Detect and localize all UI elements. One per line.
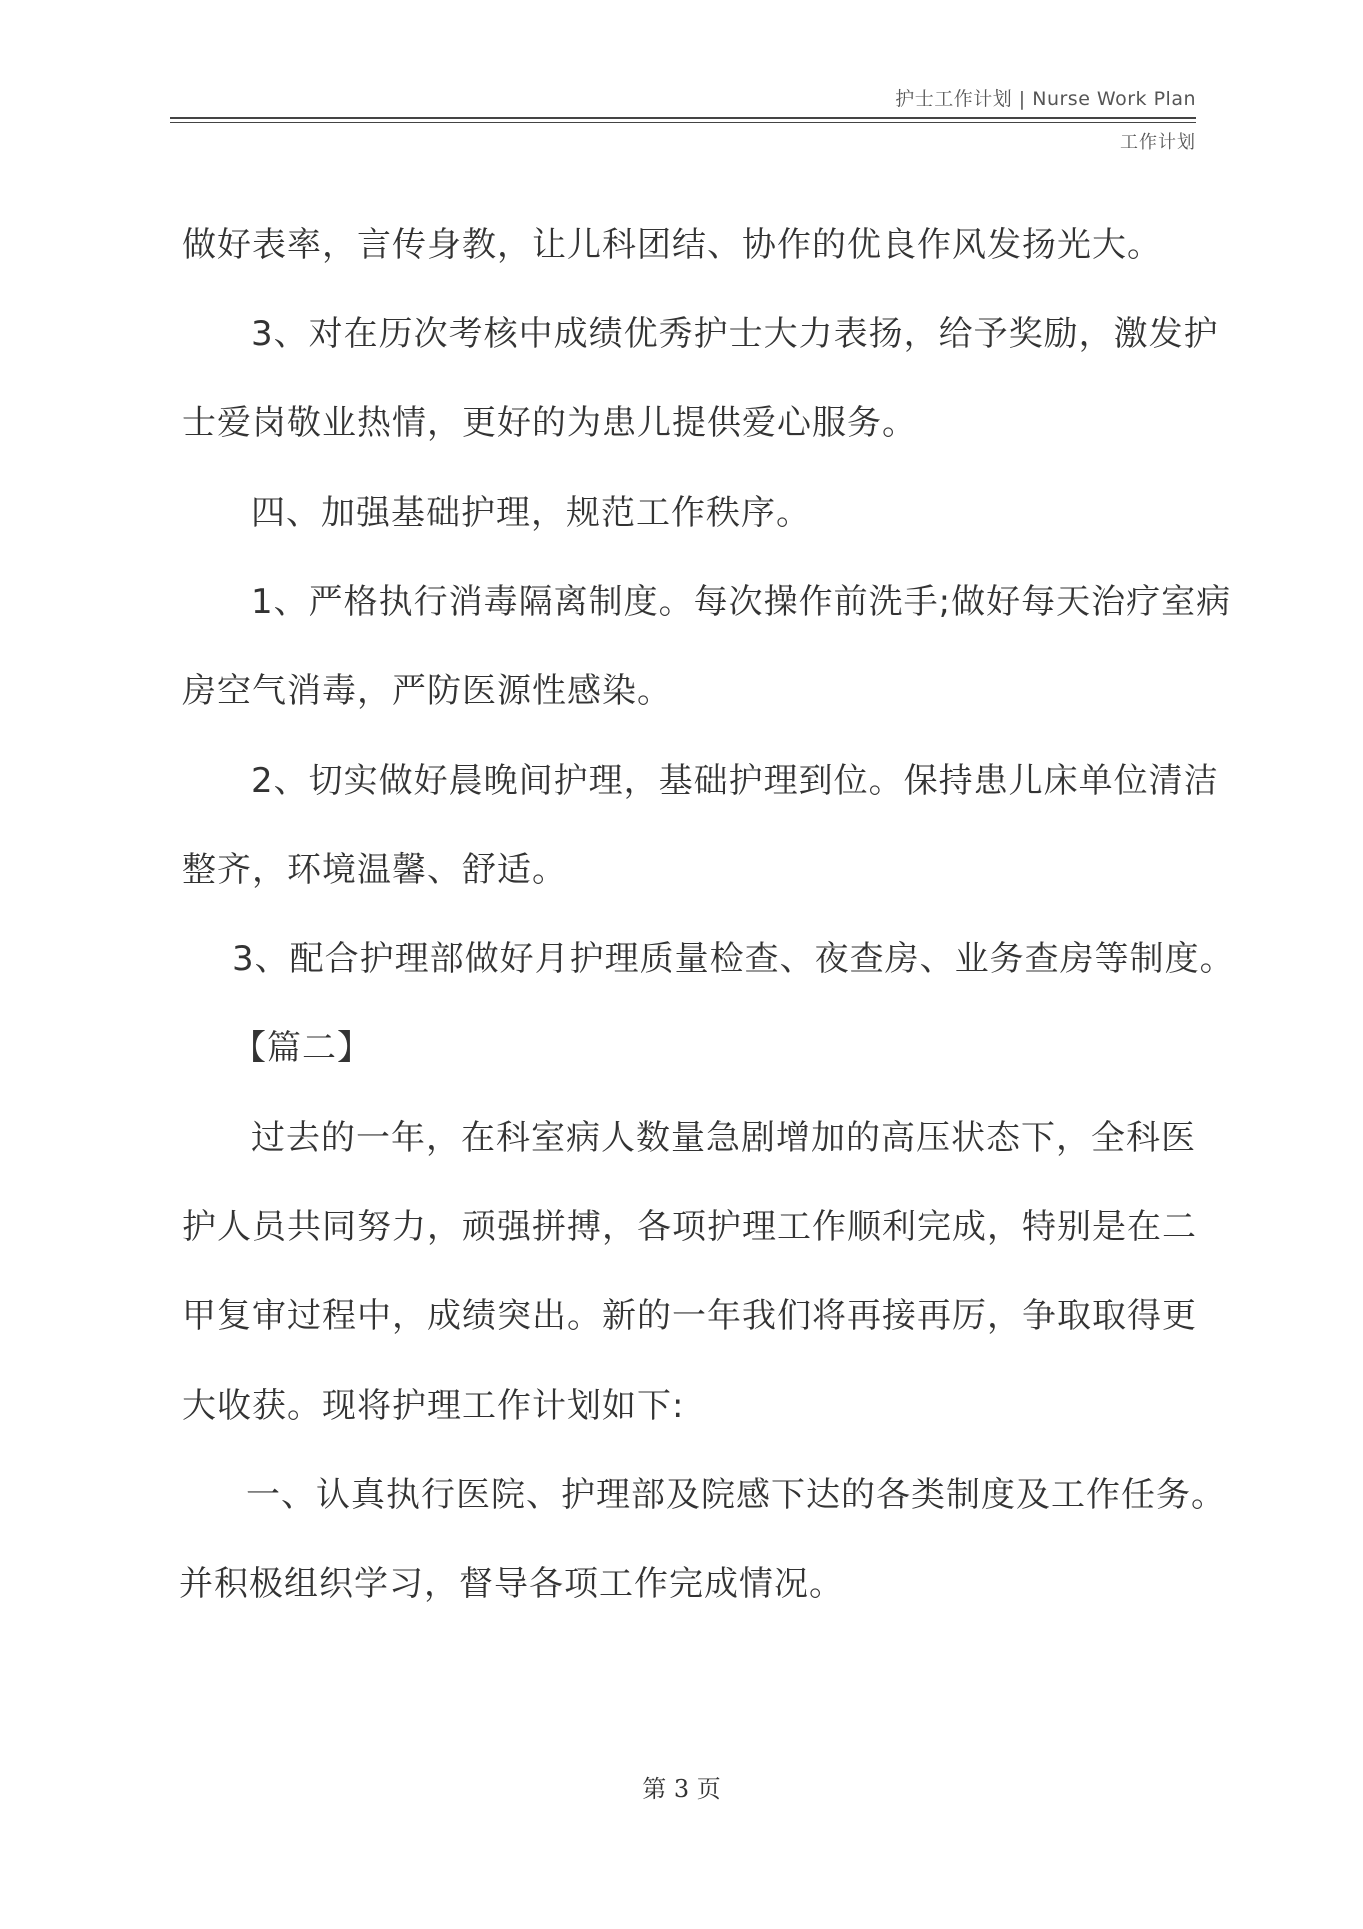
text-line: 士爱岗敬业热情，更好的为患儿提供爱心服务。 <box>182 403 917 443</box>
header-divider <box>170 117 1196 123</box>
text-line: 整齐，环境温馨、舒适。 <box>182 850 567 890</box>
text-line: 3、对在历次考核中成绩优秀护士大力表扬，给予奖励，激发护 <box>251 314 1219 354</box>
text-line: 过去的一年，在科室病人数量急剧增加的高压状态下，全科医 <box>251 1118 1196 1158</box>
header-title: 护士工作计划 | Nurse Work Plan <box>895 88 1196 110</box>
text-line: 并积极组织学习，督导各项工作完成情况。 <box>179 1564 844 1604</box>
text-line: 一、认真执行医院、护理部及院感下达的各类制度及工作任务。 <box>246 1475 1226 1515</box>
section-heading: 【篇二】 <box>232 1028 372 1068</box>
page-header <box>170 80 1196 153</box>
header-subtitle: 工作计划 <box>1120 132 1196 153</box>
text-line: 甲复审过程中，成绩突出。新的一年我们将再接再厉，争取取得更 <box>182 1296 1197 1336</box>
text-line: 护人员共同努力，顽强拼搏，各项护理工作顺利完成，特别是在二 <box>182 1207 1197 1247</box>
text-line: 3、配合护理部做好月护理质量检查、夜查房、业务查房等制度。 <box>232 939 1235 979</box>
page-number: 第 3 页 <box>642 1775 721 1803</box>
text-line: 大收获。现将护理工作计划如下: <box>182 1386 685 1426</box>
text-line: 四、加强基础护理，规范工作秩序。 <box>251 493 811 533</box>
text-line: 1、严格执行消毒隔离制度。每次操作前洗手;做好每天治疗室病 <box>251 582 1232 622</box>
text-line: 房空气消毒，严防医源性感染。 <box>182 671 672 711</box>
text-line: 做好表率，言传身教，让儿科团结、协作的优良作风发扬光大。 <box>182 225 1162 265</box>
text-line: 2、切实做好晨晚间护理，基础护理到位。保持患儿床单位清洁 <box>251 761 1219 801</box>
